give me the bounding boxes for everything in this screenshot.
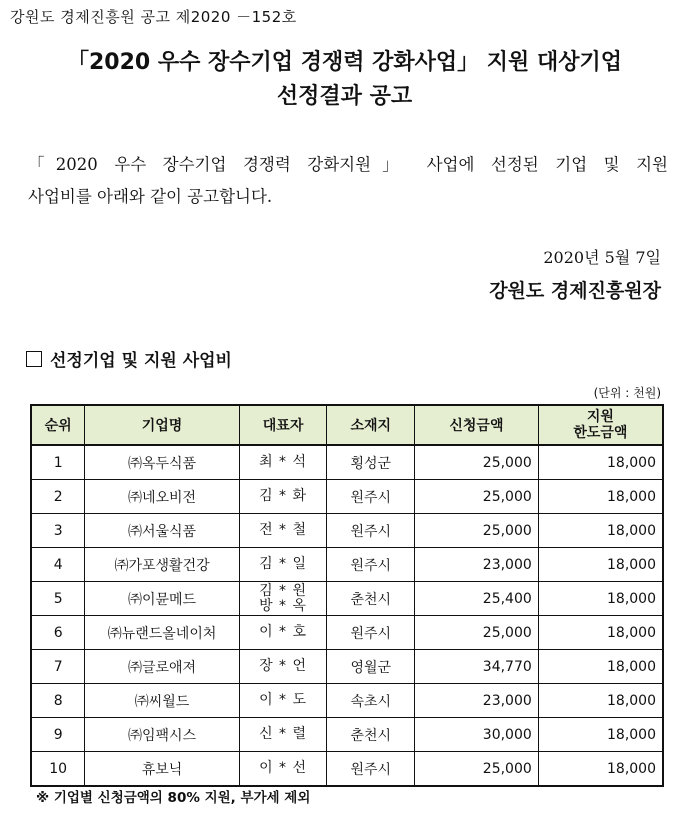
ceo-cell: 신 * 렬 — [239, 718, 327, 752]
location-cell: 원주시 — [327, 616, 415, 650]
header-limit-line2: 한도금액 — [573, 425, 628, 441]
announcement-date: 2020년 5월 7일 — [543, 248, 661, 267]
location-cell: 춘천시 — [327, 582, 415, 616]
header-limit-amount — [538, 405, 663, 445]
company-cell: 휴보닉 — [85, 752, 239, 787]
selected-companies-table — [30, 404, 664, 787]
rank-cell: 9 — [31, 718, 85, 752]
ceo-name-2: 방 * 옥 — [259, 597, 308, 614]
limit-amount-cell: 18,000 — [538, 718, 663, 752]
company-cell: ㈜서울식품 — [85, 514, 239, 548]
section-heading — [26, 346, 232, 371]
footnote: ※ 기업별 신청금액의 80% 지원, 부가세 제외 — [36, 790, 311, 806]
ceo-cell: 이 * 도 — [239, 684, 327, 718]
header-limit-line1: 지원 — [586, 409, 614, 425]
location-cell: 속초시 — [327, 684, 415, 718]
company-cell: ㈜가포생활건강 — [85, 548, 239, 582]
limit-amount-cell: 18,000 — [538, 752, 663, 787]
applied-amount-cell: 25,000 — [415, 514, 539, 548]
ceo-cell: 이 * 호 — [239, 616, 327, 650]
ceo-cell: 장 * 언 — [239, 650, 327, 684]
rank-cell: 3 — [31, 514, 85, 548]
table-row — [31, 616, 663, 650]
company-cell: ㈜글로애져 — [85, 650, 239, 684]
rank-cell: 7 — [31, 650, 85, 684]
rank-cell: 1 — [31, 445, 85, 480]
header-company: 기업명 — [85, 405, 239, 445]
company-cell: ㈜씨월드 — [85, 684, 239, 718]
limit-amount-cell: 18,000 — [538, 514, 663, 548]
ceo-name-1: 김 * 원 — [259, 582, 308, 599]
notice-number: 강원도 경제진흥원 공고 제2020 －152호 — [10, 8, 297, 26]
limit-amount-cell: 18,000 — [538, 650, 663, 684]
ceo-cell: 김 * 일 — [239, 548, 327, 582]
table-row — [31, 548, 663, 582]
applied-amount-cell: 30,000 — [415, 718, 539, 752]
table-row — [31, 445, 663, 480]
location-cell: 원주시 — [327, 480, 415, 514]
company-cell: ㈜네오비전 — [85, 480, 239, 514]
table-row — [31, 514, 663, 548]
header-location: 소재지 — [327, 405, 415, 445]
body-text-line1: 「2020 우수 장수기업 경쟁력 강화지원」 사업에 선정된 기업 및 지원 — [28, 155, 668, 174]
header-ceo: 대표자 — [239, 405, 327, 445]
applied-amount-cell: 25,000 — [415, 752, 539, 787]
applied-amount-cell: 25,400 — [415, 582, 539, 616]
limit-amount-cell: 18,000 — [538, 480, 663, 514]
table-header-row — [31, 405, 663, 445]
limit-amount-cell: 18,000 — [538, 582, 663, 616]
limit-amount-cell: 18,000 — [538, 445, 663, 480]
ceo-cell: 최 * 석 — [239, 445, 327, 480]
applied-amount-cell: 25,000 — [415, 480, 539, 514]
header-rank: 순위 — [31, 405, 85, 445]
table-row — [31, 582, 663, 616]
ceo-cell: 김 * 화 — [239, 480, 327, 514]
rank-cell: 5 — [31, 582, 85, 616]
location-cell: 춘천시 — [327, 718, 415, 752]
table-row — [31, 480, 663, 514]
rank-cell: 4 — [31, 548, 85, 582]
signer: 강원도 경제진흥원장 — [489, 280, 661, 302]
location-cell: 횡성군 — [327, 445, 415, 480]
table-row — [31, 752, 663, 787]
company-cell: ㈜뉴랜드올네이처 — [85, 616, 239, 650]
location-cell: 원주시 — [327, 548, 415, 582]
location-cell: 영월군 — [327, 650, 415, 684]
location-cell: 원주시 — [327, 514, 415, 548]
location-cell: 원주시 — [327, 752, 415, 787]
rank-cell: 2 — [31, 480, 85, 514]
applied-amount-cell: 23,000 — [415, 548, 539, 582]
rank-cell: 10 — [31, 752, 85, 787]
company-cell: ㈜옥두식품 — [85, 445, 239, 480]
applied-amount-cell: 25,000 — [415, 445, 539, 480]
company-cell: ㈜임팩시스 — [85, 718, 239, 752]
document-title-line2: 선정결과 공고 — [276, 84, 413, 109]
unit-note: (단위 : 천원) — [593, 386, 661, 400]
document-title-line1: 「2020 우수 장수기업 경쟁력 강화사업」 지원 대상기업 — [67, 50, 622, 75]
ceo-cell — [239, 582, 327, 616]
applied-amount-cell: 34,770 — [415, 650, 539, 684]
limit-amount-cell: 18,000 — [538, 684, 663, 718]
applied-amount-cell: 23,000 — [415, 684, 539, 718]
rank-cell: 8 — [31, 684, 85, 718]
rank-cell: 6 — [31, 616, 85, 650]
square-bullet-icon — [26, 351, 42, 367]
header-applied-amount: 신청금액 — [415, 405, 539, 445]
table-row — [31, 684, 663, 718]
section-title: 선정기업 및 지원 사업비 — [50, 351, 232, 371]
ceo-cell: 이 * 선 — [239, 752, 327, 787]
table-row — [31, 650, 663, 684]
company-cell: ㈜이뮨메드 — [85, 582, 239, 616]
ceo-cell: 전 * 철 — [239, 514, 327, 548]
limit-amount-cell: 18,000 — [538, 548, 663, 582]
body-text-line2: 사업비를 아래와 같이 공고합니다. — [28, 187, 273, 206]
limit-amount-cell: 18,000 — [538, 616, 663, 650]
table-row — [31, 718, 663, 752]
applied-amount-cell: 25,000 — [415, 616, 539, 650]
